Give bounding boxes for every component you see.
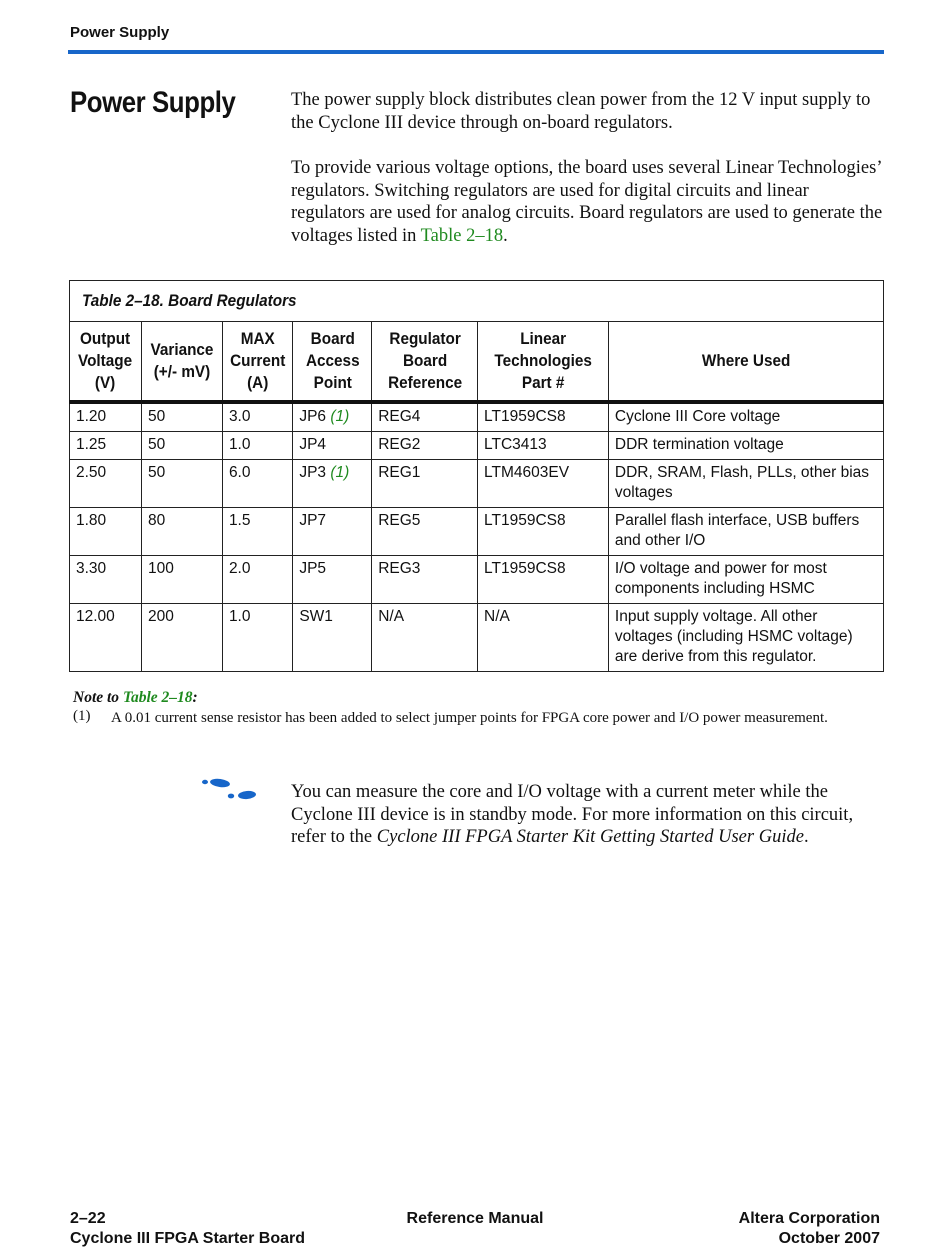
cell-reference: N/A bbox=[372, 604, 478, 672]
column-header: Variance (+/- mV) bbox=[141, 322, 222, 403]
header-rule bbox=[68, 50, 884, 54]
cell-access: JP5 bbox=[293, 556, 372, 604]
cell-reference: REG2 bbox=[372, 432, 478, 460]
cell-current: 1.0 bbox=[222, 604, 292, 672]
cell-access: JP7 bbox=[293, 508, 372, 556]
measurement-note: You can measure the core and I/O voltage with a current meter while the Cyclone III device is in standby mode. For more information on this circuit, refer to the Cyclone III FPGA Starter Kit Getting Started User Guide. bbox=[291, 782, 854, 847]
cell-part: LT1959CS8 bbox=[478, 508, 609, 556]
table-body bbox=[70, 402, 884, 672]
cell-current: 1.0 bbox=[222, 432, 292, 460]
regulators-paragraph: To provide various voltage options, the board uses several Linear Technologies’ regulators. Switching regulators are used for digital circuits and linear regulators are used for analog circuits. Board regulators are used to generate the voltages listed in Table 2–18. bbox=[291, 158, 883, 246]
table-header-row bbox=[70, 322, 884, 403]
cell-voltage: 2.50 bbox=[70, 460, 142, 508]
cell-variance: 50 bbox=[141, 402, 222, 432]
cell-variance: 100 bbox=[141, 556, 222, 604]
cell-part: N/A bbox=[478, 604, 609, 672]
cell-where: DDR termination voltage bbox=[608, 432, 883, 460]
cell-part: LT1959CS8 bbox=[478, 402, 609, 432]
table-note-number: (1) bbox=[73, 708, 91, 724]
getting-started-guide-title: Cyclone III FPGA Starter Kit Getting Started User Guide bbox=[376, 827, 804, 847]
cell-voltage: 1.80 bbox=[70, 508, 142, 556]
cell-where: I/O voltage and power for most components including HSMC bbox=[608, 556, 883, 604]
cell-part: LTC3413 bbox=[478, 432, 609, 460]
cell-access: JP6 (1) bbox=[293, 402, 372, 432]
cell-where: Parallel flash interface, USB buffers and other I/O bbox=[608, 508, 883, 556]
footer-date: October 2007 bbox=[778, 1230, 880, 1247]
table-row bbox=[70, 432, 884, 460]
section-title: Power Supply bbox=[70, 86, 236, 119]
column-header: Output Voltage (V) bbox=[70, 322, 142, 403]
table-note-text: A 0.01 current sense resistor has been added to select jumper points for FPGA core power and I/O power measurement. bbox=[111, 710, 828, 726]
footer-document: Reference Manual bbox=[406, 1210, 544, 1227]
footsteps-icon bbox=[200, 776, 260, 804]
footer-page-number: 2–22 bbox=[70, 1210, 106, 1227]
footnote-ref[interactable]: (1) bbox=[330, 408, 350, 425]
table-row bbox=[70, 508, 884, 556]
column-header: MAX Current (A) bbox=[222, 322, 292, 403]
cell-part: LT1959CS8 bbox=[478, 556, 609, 604]
running-header: Power Supply bbox=[70, 24, 170, 41]
table-note-title: Note to Table 2–18: bbox=[73, 689, 198, 706]
footnote-ref[interactable]: (1) bbox=[330, 464, 350, 481]
regulators-paragraph-text: To provide various voltage options, the board uses several Linear Technologies’ regulators. Switching regulators are used for digital circuits and linear regulators are used for analog circuits. Board regulators are used to generate the voltages listed in bbox=[291, 158, 883, 246]
cell-reference: REG3 bbox=[372, 556, 478, 604]
cell-variance: 50 bbox=[141, 432, 222, 460]
column-header: Where Used bbox=[608, 322, 883, 403]
cell-current: 6.0 bbox=[222, 460, 292, 508]
cell-reference: REG1 bbox=[372, 460, 478, 508]
footer-product: Cyclone III FPGA Starter Board bbox=[70, 1230, 306, 1247]
cell-current: 3.0 bbox=[222, 402, 292, 432]
board-regulators-table bbox=[69, 280, 884, 672]
table-2-18-link[interactable]: Table 2–18 bbox=[420, 225, 504, 246]
table-row bbox=[70, 402, 884, 432]
column-header: Regulator Board Reference bbox=[372, 322, 478, 403]
cell-reference: REG5 bbox=[372, 508, 478, 556]
cell-variance: 80 bbox=[141, 508, 222, 556]
table-row bbox=[70, 604, 884, 672]
cell-voltage: 1.20 bbox=[70, 402, 142, 432]
intro-paragraph: The power supply block distributes clean power from the 12 V input supply to the Cyclone III device through on-board regulators. bbox=[291, 90, 871, 133]
cell-access: JP3 (1) bbox=[293, 460, 372, 508]
cell-where: DDR, SRAM, Flash, PLLs, other bias voltages bbox=[608, 460, 883, 508]
cell-access: JP4 bbox=[293, 432, 372, 460]
table-row bbox=[70, 556, 884, 604]
cell-reference: REG4 bbox=[372, 402, 478, 432]
column-header: Board Access Point bbox=[293, 322, 372, 403]
table-note-link[interactable]: Table 2–18 bbox=[122, 689, 193, 706]
cell-variance: 50 bbox=[141, 460, 222, 508]
cell-part: LTM4603EV bbox=[478, 460, 609, 508]
cell-variance: 200 bbox=[141, 604, 222, 672]
table-row bbox=[70, 460, 884, 508]
table-caption: Table 2–18. Board Regulators bbox=[70, 281, 884, 322]
cell-where: Cyclone III Core voltage bbox=[608, 402, 883, 432]
cell-voltage: 3.30 bbox=[70, 556, 142, 604]
cell-voltage: 1.25 bbox=[70, 432, 142, 460]
footer-company: Altera Corporation bbox=[738, 1210, 880, 1227]
cell-where: Input supply voltage. All other voltages (including HSMC voltage) are derive from this regulator. bbox=[608, 604, 883, 672]
cell-voltage: 12.00 bbox=[70, 604, 142, 672]
cell-current: 1.5 bbox=[222, 508, 292, 556]
cell-current: 2.0 bbox=[222, 556, 292, 604]
cell-access: SW1 bbox=[293, 604, 372, 672]
column-header: Linear Technologies Part # bbox=[478, 322, 609, 403]
